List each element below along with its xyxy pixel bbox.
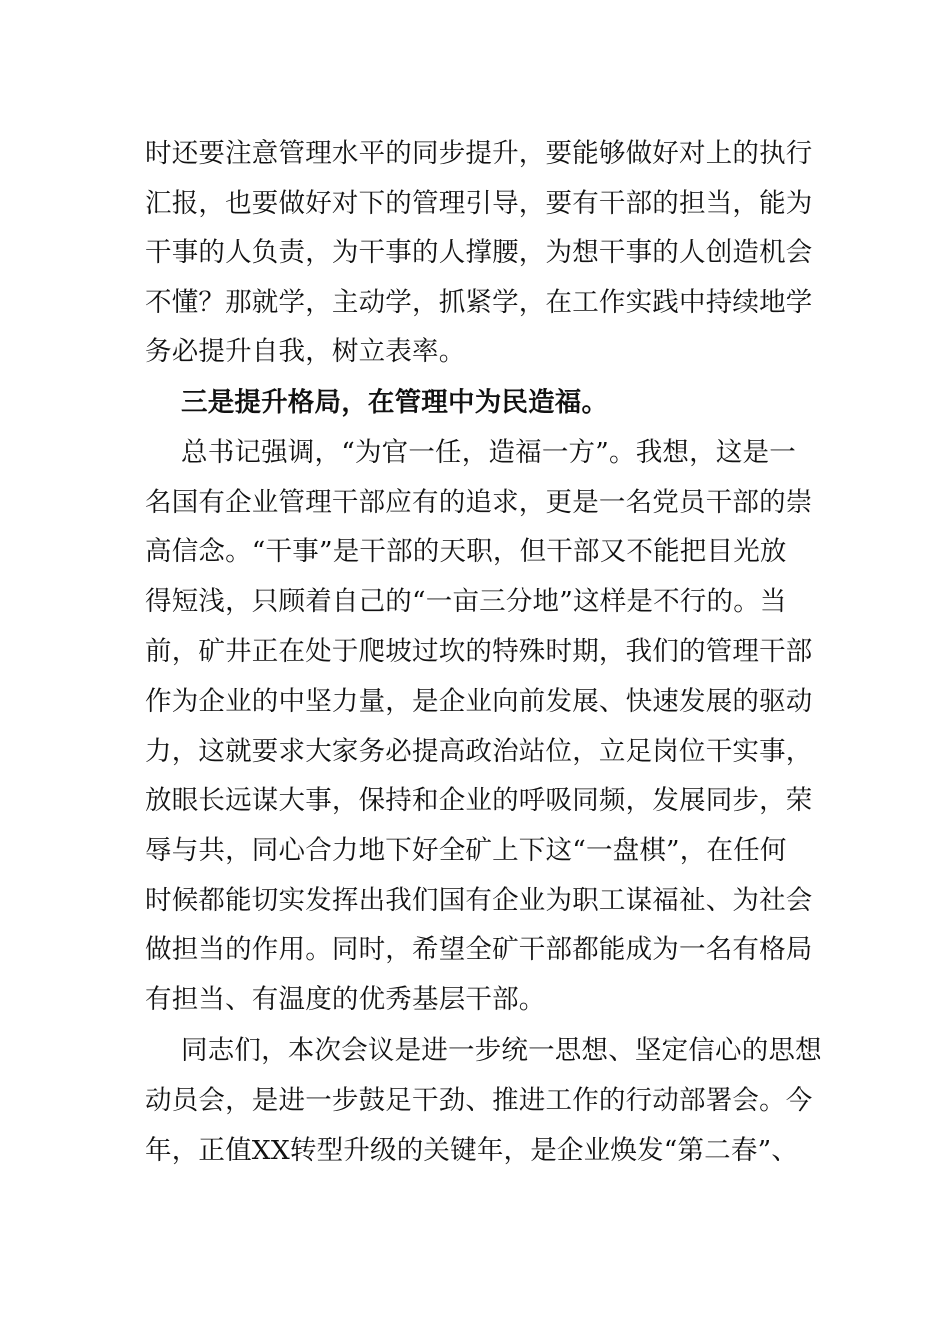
body-text-line: 放眼长远谋大事，保持和企业的呼吸同频，发展同步，荣 [145,785,813,816]
body-text-line: 做担当的作用。同时，希望全矿干部都能成为一名有格局 [145,934,813,965]
body-text-line: 汇报，也要做好对下的管理引导，要有干部的担当，能为 [145,188,813,219]
body-text-line: 有担当、有温度的优秀基层干部。 [145,984,546,1015]
section-heading: 三是提升格局，在管理中为民造福。 [181,387,609,418]
body-text-line: 总书记强调，“为官一任，造福一方”。我想，这是一 [181,437,796,468]
body-text-line: 前，矿井正在处于爬坡过坎的特殊时期，我们的管理干部 [145,636,813,667]
body-text-line: 时候都能切实发挥出我们国有企业为职工谋福祉、为社会 [145,885,813,916]
body-text-line: 辱与共，同心合力地下好全矿上下这“一盘棋”，在任何 [145,835,787,866]
body-text-line: 干事的人负责，为干事的人撑腰，为想干事的人创造机会 [145,237,813,268]
body-text-line: 同志们，本次会议是进一步统一思想、坚定信心的思想 [181,1035,822,1066]
body-text-line: 得短浅，只顾着自己的“一亩三分地”这样是不行的。当 [145,586,787,617]
body-text-line: 务必提升自我，树立表率。 [145,336,466,367]
body-text-line: 高信念。“干事”是干部的天职，但干部又不能把目光放 [145,536,787,567]
body-text-line: 名国有企业管理干部应有的追求，更是一名党员干部的崇 [145,487,813,518]
body-text-line: 时还要注意管理水平的同步提升，要能够做好对上的执行 [145,138,813,169]
body-text-line: 不懂？那就学，主动学，抓紧学，在工作实践中持续地学 [145,287,813,318]
body-text-line: 力，这就要求大家务必提高政治站位，立足岗位干实事， [145,736,813,767]
body-text-line: 作为企业的中坚力量，是企业向前发展、快速发展的驱动 [145,686,813,717]
body-text-line: 年，正值XX转型升级的关键年，是企业焕发“第二春”、 [145,1135,799,1166]
body-text-line: 动员会，是进一步鼓足干劲、推进工作的行动部署会。今 [145,1085,813,1116]
